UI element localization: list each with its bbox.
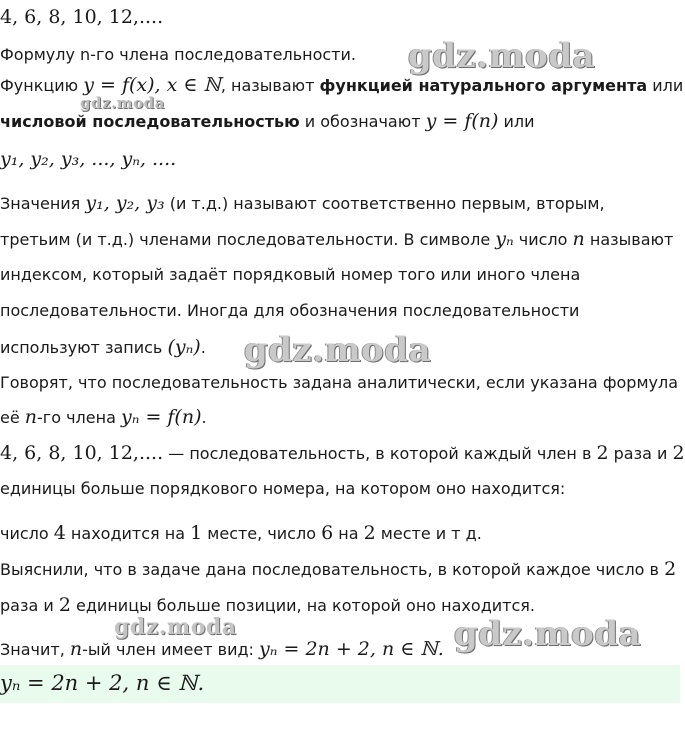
solution-line (0, 442, 685, 465)
definition-line-1 (0, 74, 683, 97)
number: 2 (664, 558, 677, 580)
formula: yₙ = f(n) (120, 406, 202, 428)
text: единицы больше позиции, на которой оно находится. (70, 596, 535, 615)
number: 2 (672, 442, 685, 464)
text: число (0, 524, 54, 543)
text: используют запись (0, 338, 168, 357)
watermark-logo: gdz.moda (408, 36, 596, 76)
answer-box (0, 665, 680, 703)
text: месте, число (202, 524, 322, 543)
text: Значения (0, 194, 86, 213)
text: Выяснили, что в задаче дана последовательность, в которой каждое число в (0, 560, 665, 579)
sequence-notation: y₁, y₂, y₃, ..., yₙ, .... (0, 148, 177, 170)
formula: yₙ = 2n + 2, n ∈ ℕ. (259, 638, 444, 660)
formula: n (572, 228, 585, 250)
text: третьим (и т.д.) членами последовательности. В символе (0, 230, 496, 249)
watermark-logo: gdz.moda (80, 94, 165, 112)
formula: yₙ (495, 228, 514, 250)
watermark-logo: gdz.moda (244, 330, 432, 370)
paragraph-line (0, 228, 673, 251)
watermark-logo: gdz.moda (114, 614, 237, 640)
term-bold: числовой последовательностью (0, 112, 300, 131)
text: — последовательность, в которой каждый член в (163, 444, 597, 463)
number: 2 (363, 522, 376, 544)
number: 6 (321, 522, 334, 544)
sequence-example: 4, 6, 8, 10, 12,.... (0, 6, 164, 28)
solution-line (0, 594, 535, 617)
number: 2 (58, 594, 71, 616)
formula: 4, 6, 8, 10, 12,.... (0, 442, 164, 464)
text: Функцию (0, 76, 84, 95)
paragraph-line: Говорят, что последовательность задана аналитически, если указана формула (0, 373, 679, 392)
formula: n (69, 638, 83, 660)
text: раза и (0, 596, 59, 615)
formula: y₁, y₂, y₃ (85, 192, 165, 214)
task-heading: Формулу n-го члена последовательности. (0, 45, 356, 64)
paragraph-line (0, 336, 206, 359)
solution-line (0, 522, 482, 545)
number: 2 (596, 442, 609, 464)
text: , называют (220, 76, 320, 95)
text: . (200, 338, 206, 357)
definition-line-2 (0, 110, 535, 133)
formula: n (24, 406, 38, 428)
number: 1 (190, 522, 203, 544)
solution-line (0, 638, 444, 661)
paragraph-line (0, 192, 605, 215)
text: -ый член имеет вид: (82, 640, 260, 659)
watermark-logo: gdz.moda (454, 614, 642, 654)
term-bold: функцией натурального аргумента (319, 76, 648, 95)
paragraph-line: последовательности. Иногда для обозначения последовательности (0, 301, 580, 320)
answer-formula: yₙ = 2n + 2, n ∈ ℕ. (0, 671, 205, 695)
text: или (498, 112, 535, 131)
solution-line (0, 558, 676, 581)
text: число (513, 230, 573, 249)
text: её (0, 408, 25, 427)
text: раза и (608, 444, 673, 463)
formula: y = f(x), x ∈ ℕ (83, 74, 221, 96)
text: -го члена (37, 408, 121, 427)
paragraph-line: индексом, который задаёт порядковый номер того или иного члена (0, 265, 581, 284)
text: Значит, (0, 640, 70, 659)
text: на (333, 524, 364, 543)
formula: (yₙ) (167, 336, 201, 358)
text: . (201, 408, 207, 427)
text: или (647, 76, 684, 95)
solution-line: единицы больше порядкового номера, на котором оно находится: (0, 479, 566, 498)
number: 4 (53, 522, 66, 544)
text: находится на (65, 524, 191, 543)
text: (и т.д.) называют соответственно первым, вторым, (164, 194, 605, 213)
paragraph-line (0, 406, 207, 429)
text: и обозначают (299, 112, 426, 131)
text: называют (584, 230, 674, 249)
text: месте и т д. (375, 524, 482, 543)
formula: y = f(n) (425, 110, 499, 132)
